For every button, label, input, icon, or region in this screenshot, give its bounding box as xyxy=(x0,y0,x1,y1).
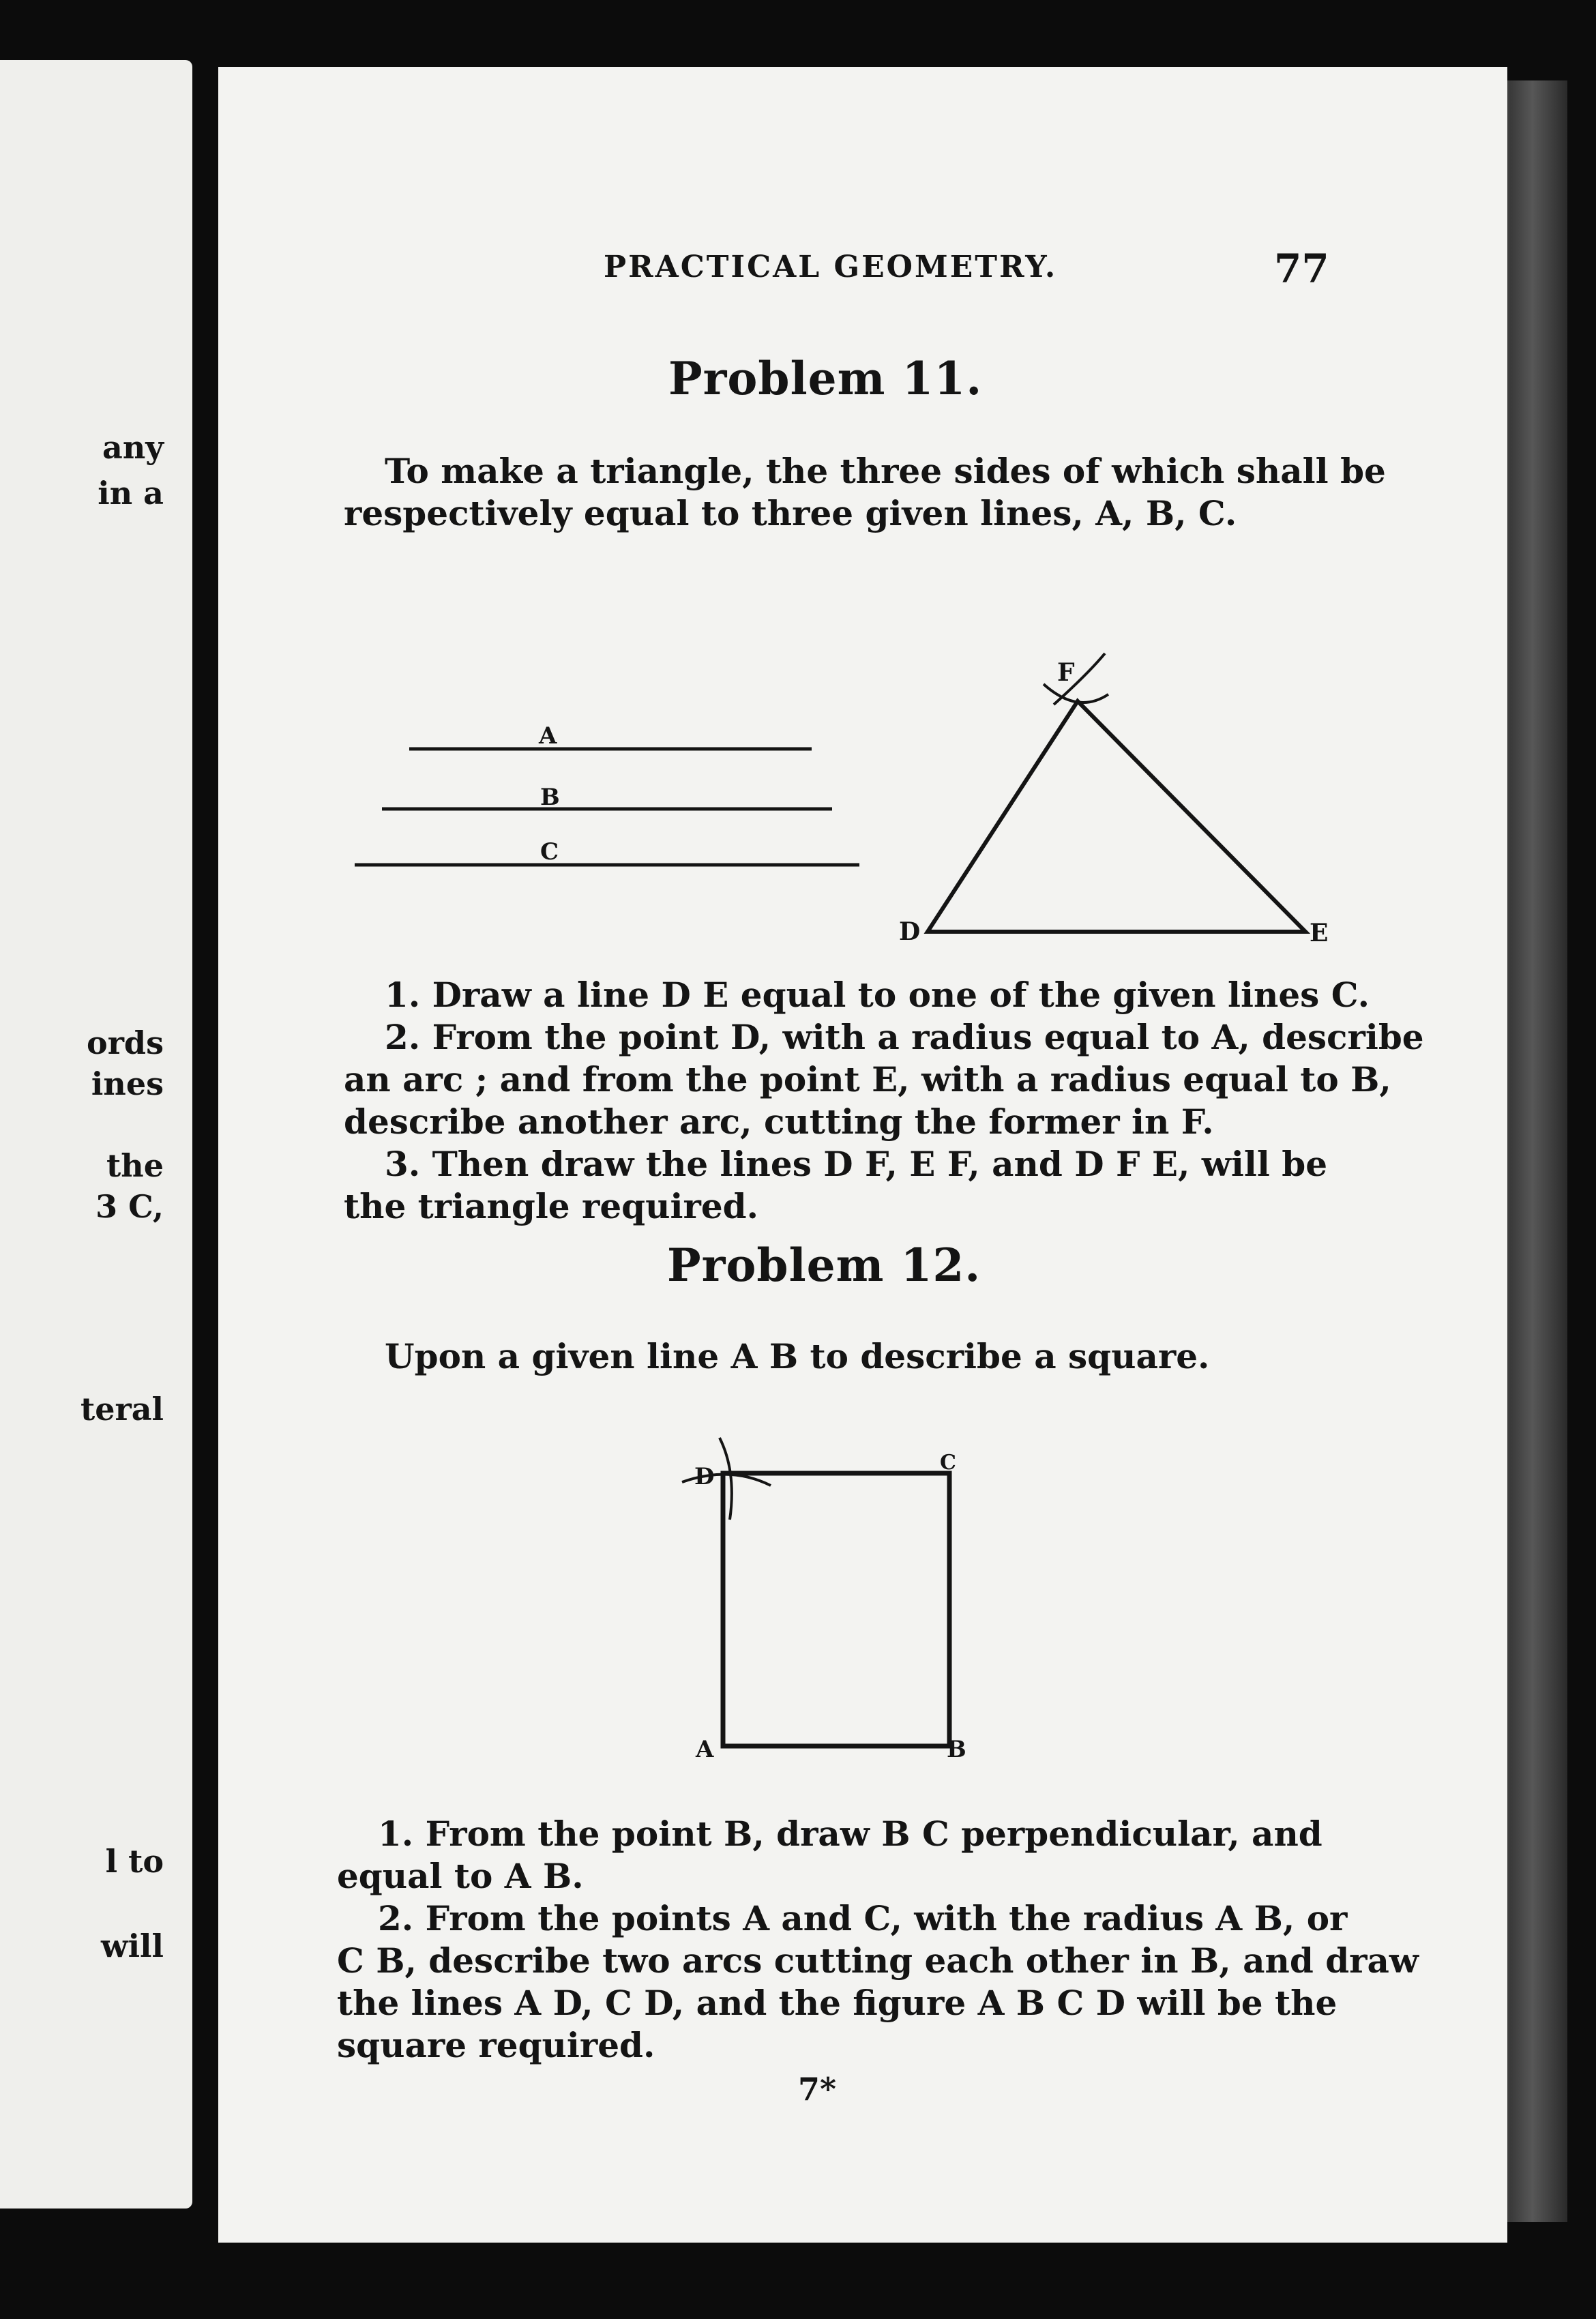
arc-from-d xyxy=(1044,684,1108,703)
step-line: 2. From the point D, with a radius equal to A, describe xyxy=(385,1017,1424,1057)
step-line: equal to A B. xyxy=(337,1856,584,1896)
left-page-fragment: ords xyxy=(87,1024,164,1061)
step-line: the lines A D, C D, and the figure A B C D will be the xyxy=(337,1983,1338,2023)
problem-11-statement xyxy=(344,450,1449,535)
point-a-label: A xyxy=(696,1736,714,1763)
step-line: 2. From the points A and C, with the radius A B, or xyxy=(378,1898,1348,1938)
square-construction-figure xyxy=(655,1417,982,1799)
left-page-fragment: 3 C, xyxy=(95,1188,164,1225)
step-line: describe another arc, cutting the former in F. xyxy=(344,1102,1214,1142)
left-page-fragment: teral xyxy=(80,1391,164,1428)
left-facing-page xyxy=(0,60,192,2209)
step-line: 1. Draw a line D E equal to one of the given lines C. xyxy=(385,975,1370,1015)
point-c-label: C xyxy=(940,1451,956,1475)
step-line: 1. From the point B, draw B C perpendicular, and xyxy=(378,1814,1322,1854)
statement-line: To make a triangle, the three sides of which shall be xyxy=(385,451,1386,491)
statement-line: Upon a given line A B to describe a square. xyxy=(385,1336,1210,1376)
point-d-label: D xyxy=(899,917,921,946)
step-line: an arc ; and from the point E, with a radius equal to B, xyxy=(344,1059,1391,1099)
step-line: C B, describe two arcs cutting each other in B, and draw xyxy=(337,1940,1419,1981)
problem-12-statement xyxy=(385,1335,1449,1378)
point-d-label: D xyxy=(694,1463,715,1490)
page-number: 77 xyxy=(1274,246,1329,292)
left-page-fragment: will xyxy=(100,1927,164,1964)
point-f-label: F xyxy=(1057,658,1075,687)
problem-12-steps xyxy=(337,1813,1449,2067)
left-page-fragment: in a xyxy=(98,475,164,512)
signature-mark: 7* xyxy=(798,2071,837,2108)
left-page-fragment: l to xyxy=(105,1843,164,1880)
step-line: 3. Then draw the lines D F, E F, and D F E, will be xyxy=(385,1144,1328,1184)
line-b-label: B xyxy=(540,784,560,811)
problem-11-heading: Problem 11. xyxy=(668,352,983,405)
point-b-label: B xyxy=(947,1736,966,1763)
step-line: square required. xyxy=(337,2025,655,2065)
left-page-fragment: any xyxy=(102,429,164,466)
running-title: PRACTICAL GEOMETRY. xyxy=(604,250,1058,284)
square-abcd xyxy=(723,1473,949,1746)
problem-12-heading: Problem 12. xyxy=(667,1239,981,1292)
step-line: the triangle required. xyxy=(344,1186,759,1226)
triangle-def xyxy=(928,701,1305,932)
line-c-label: C xyxy=(540,838,559,866)
triangle-construction-figure xyxy=(341,585,1405,967)
left-page-fragment: the xyxy=(106,1147,164,1184)
left-page-fragment: ines xyxy=(91,1065,164,1102)
book-page xyxy=(218,67,1507,2243)
problem-11-steps xyxy=(344,974,1449,1228)
point-e-label: E xyxy=(1310,919,1329,947)
statement-line: respectively equal to three given lines, A, B, C. xyxy=(344,493,1237,533)
line-a-label: A xyxy=(539,722,557,750)
